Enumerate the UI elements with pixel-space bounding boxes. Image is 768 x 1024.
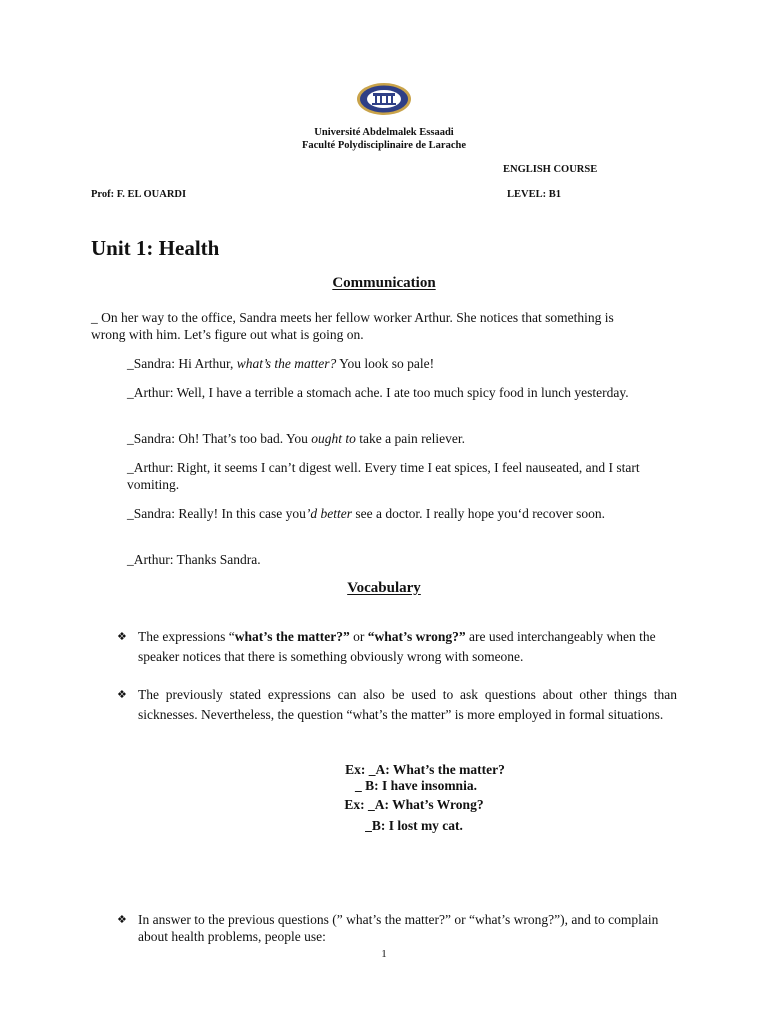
professor-label: Prof: F. EL OUARDI — [91, 189, 187, 200]
dialogue-line: _Arthur: Thanks Sandra. — [127, 552, 261, 567]
example-line: Ex: _A: What’s the matter? — [345, 762, 505, 777]
institution-header — [0, 126, 768, 152]
dialogue-line: _Sandra: Hi Arthur, what’s the matter? You look so pale! — [127, 356, 435, 371]
diamond-bullet-icon: ❖ — [117, 630, 127, 643]
university-logo — [356, 82, 412, 116]
vocabulary-bullet: ❖ The expressions “what’s the matter?” or “what’s wrong?” are used interchangeably when the speaker notices that there is something obviously wrong with someone. — [117, 629, 656, 664]
dialogue-line: _Arthur: Right, it seems I can’t digest well. Every time I eat spices, I feel nauseated, and I start vomiting. — [127, 460, 640, 492]
diamond-bullet-icon: ❖ — [117, 913, 127, 926]
example-line: _ B: I have insomnia. — [355, 778, 477, 793]
intro-paragraph: _ On her way to the office, Sandra meets her fellow worker Arthur. She notices that something is wrong with him. Let’s figure out what is going on. — [91, 310, 614, 342]
vocabulary-bullet: ❖ In answer to the previous questions (” what’s the matter?” or “what’s wrong?”), and to complain about health problems, people use: — [117, 912, 659, 944]
faculty-name: Faculté Polydisciplinaire de Larache — [301, 140, 466, 151]
vocabulary-bullet: ❖ The previously stated expressions can also be used to ask questions about other things than sicknesses. Nevertheless, the question “what’s the matter” is more employed in formal situations. — [117, 687, 677, 722]
dialogue-line: _Arthur: Well, I have a terrible a stomach ache. I ate too much spicy food in lunch yesterday. — [127, 385, 629, 400]
university-name: Université Abdelmalek Essaadi — [314, 127, 454, 138]
dialogue-line: _Sandra: Really! In this case you’d better see a doctor. I really hope you‘d recover soon. — [127, 506, 606, 521]
example-line: Ex: _A: What’s Wrong? — [344, 797, 484, 812]
communication-heading: Communication — [332, 275, 436, 291]
example-line: _B: I lost my cat. — [365, 818, 463, 833]
unit-title: Unit 1: Health — [91, 236, 220, 260]
page-number: 1 — [381, 948, 387, 960]
diamond-bullet-icon: ❖ — [117, 688, 127, 701]
vocabulary-heading: Vocabulary — [347, 580, 421, 596]
level-label: LEVEL: B1 — [507, 189, 561, 200]
course-label: ENGLISH COURSE — [503, 164, 598, 175]
dialogue-line: _Sandra: Oh! That’s too bad. You ought to take a pain reliever. — [127, 431, 465, 446]
